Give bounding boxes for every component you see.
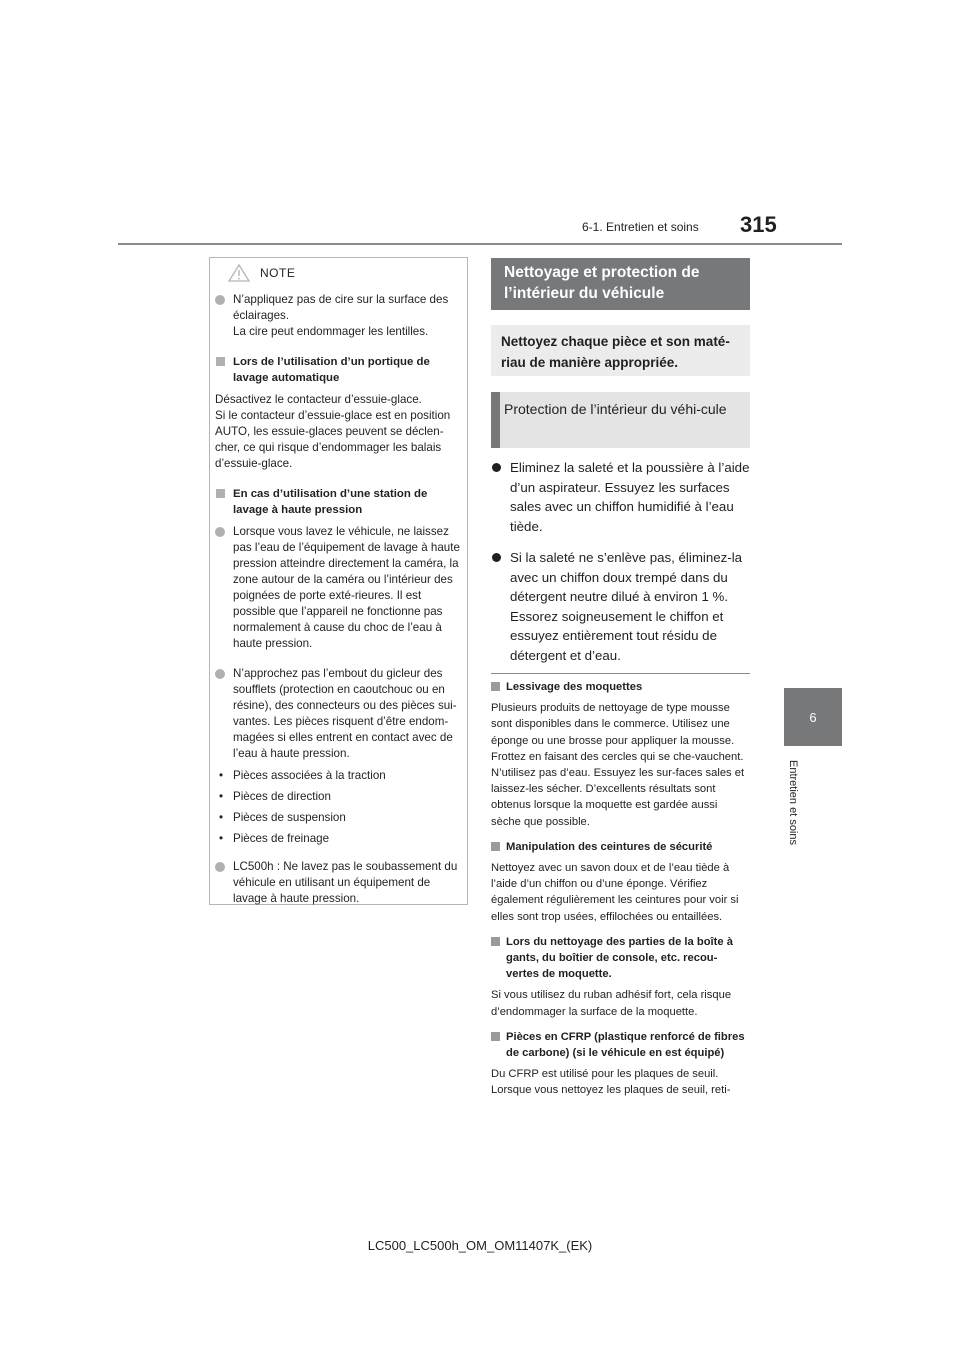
square-bullet-icon: [216, 357, 225, 366]
note-bullet-text: Lorsque vous lavez le véhicule, ne laissez pas l’eau de l’équipement de lavage à haute pression atteindre directement la caméra, la zone autour de la caméra ou l’intérieur des poignées de porte exté-rieures. Il est possible que l’appareil ne fonctionne pas normalement à cause du choc de l’eau à haute pression.: [233, 525, 460, 650]
list-item: • Pièces de direction: [219, 790, 331, 803]
note-bullet: [215, 666, 463, 762]
main-bullet-text: Eliminez la saleté et la poussière à l’aide d’un aspirateur. Essuyez les surfaces sales avec un chiffon humidifié à l’eau tiède.: [510, 460, 750, 534]
bullet-dot-icon: [215, 295, 225, 305]
section-intro: Nettoyez chaque pièce et son maté-riau de manière appropriée.: [491, 325, 750, 376]
info-heading: [491, 1029, 750, 1061]
note-subheading: [215, 354, 463, 386]
note-bullet: [215, 859, 463, 907]
info-heading-text: Manipulation des ceintures de sécurité: [506, 840, 713, 853]
divider: [491, 673, 750, 674]
bullet-dot-icon: [215, 527, 225, 537]
note-content: [215, 292, 463, 921]
header-rule: [118, 243, 842, 245]
info-heading-text: Lors du nettoyage des parties de la boîte à gants, du boîtier de console, etc. recou-vertes de moquette.: [506, 935, 733, 981]
info-heading: [491, 934, 750, 983]
info-paragraph: Plusieurs produits de nettoyage de type mousse sont disponibles dans le commerce. Utilisez une éponge ou une brosse pour appliquer la mousse. Frottez en faisant des cercles qui se che-vauchent. N’utilisez pas d’eau. Essuyez les sur-faces sales et laissez-les sécher. D’excellents résultats sont obtenus lorsque la moquette est gardée aussi sèche que possible.: [491, 702, 745, 828]
page-number: 315: [740, 212, 777, 237]
footer-code: LC500_LC500h_OM_OM11407K_(EK): [367, 1238, 593, 1253]
main-bullet-text: Si la saleté ne s’enlève pas, éliminez-la avec un chiffon doux trempé dans du détergent neutre dilué à environ 1 %. Essorez soigneusement le chiffon et essuyez entièrement tout résidu de détergent et d’eau.: [510, 550, 743, 663]
info-heading-text: Pièces en CFRP (plastique renforcé de fibres de carbone) (si le véhicule en est équipé): [506, 1030, 745, 1060]
note-subheading-text: En cas d’utilisation d’une station de lavage à haute pression: [233, 488, 428, 516]
square-bullet-icon: [491, 842, 500, 851]
bullet-dot-icon: [492, 463, 501, 472]
square-bullet-icon: [491, 937, 500, 946]
note-bullet: [215, 292, 463, 340]
info-paragraph: Nettoyez avec un savon doux et de l’eau tiède à l’aide d’un chiffon ou d’une éponge. Vérifiez également régulièrement les ceintures pour voir si elles sont trop usées, effilochées ou entaillées.: [491, 862, 739, 923]
info-heading: [491, 679, 750, 695]
note-header: [210, 258, 467, 286]
info-heading: [491, 839, 750, 855]
note-subheading: [215, 486, 463, 518]
chapter-label: [785, 760, 799, 870]
chapter-tab: 6: [784, 688, 842, 746]
info-heading-text: Lessivage des moquettes: [506, 681, 643, 693]
note-bullet-text: N’approchez pas l’embout du gicleur des soufflets (protection en caoutchouc ou en résine), des connecteurs ou des pièces sui-vantes. Les pièces risquent d’être endom-magées si elles entrent en contact avec de l’eau à haute pression.: [233, 667, 457, 760]
warning-icon: [228, 264, 250, 282]
info-section: [491, 679, 750, 1108]
note-bullet: [215, 524, 463, 652]
subsection-heading: Protection de l’intérieur du véhi-cule: [491, 392, 750, 448]
list-item-text: Pièces de freinage: [233, 832, 330, 845]
list-item-text: Pièces de direction: [233, 790, 331, 803]
info-paragraph: Du CFRP est utilisé pour les plaques de seuil. Lorsque vous nettoyez les plaques de seuil, reti-: [491, 1068, 731, 1097]
note-bullet-text: N’appliquez pas de cire sur la surface des éclairages. La cire peut endommager les lentilles.: [233, 293, 449, 338]
chapter-label-text: Entretien et soins: [787, 760, 799, 845]
bullet-dot-icon: [215, 862, 225, 872]
list-item: • Pièces de freinage: [219, 832, 330, 845]
note-box: [209, 257, 468, 905]
list-item-text: Pièces associées à la traction: [233, 769, 386, 782]
section-heading: Nettoyage et protection de l’intérieur du véhicule: [491, 258, 750, 310]
square-bullet-icon: [491, 1032, 500, 1041]
note-title: NOTE: [260, 266, 296, 280]
info-paragraph: Si vous utilisez du ruban adhésif fort, cela risque d’endommager la surface de la moquette.: [491, 989, 732, 1018]
note-paragraph: Désactivez le contacteur d’essuie-glace. Si le contacteur d’essuie-glace est en position AUTO, les essuie-glaces peuvent se déclen-cher, ce qui risque d’endommager les balais d’essuie-glace.: [215, 393, 451, 470]
main-bullet: [491, 548, 753, 665]
bullet-dot-icon: [492, 553, 501, 562]
square-bullet-icon: [491, 682, 500, 691]
main-bullet: [491, 458, 753, 536]
note-subheading-text: Lors de l’utilisation d’un portique de lavage automatique: [233, 356, 430, 384]
section-title: 6-1. Entretien et soins: [582, 220, 699, 234]
square-bullet-icon: [216, 489, 225, 498]
note-bullet-text: LC500h : Ne lavez pas le soubassement du véhicule en utilisant un équipement de lavage à haute pression.: [233, 860, 458, 905]
list-item: • Pièces de suspension: [219, 811, 346, 824]
list-item: • Pièces associées à la traction: [219, 769, 386, 782]
bullet-dot-icon: [215, 669, 225, 679]
main-bullets: [491, 458, 753, 677]
list-item-text: Pièces de suspension: [233, 811, 346, 824]
